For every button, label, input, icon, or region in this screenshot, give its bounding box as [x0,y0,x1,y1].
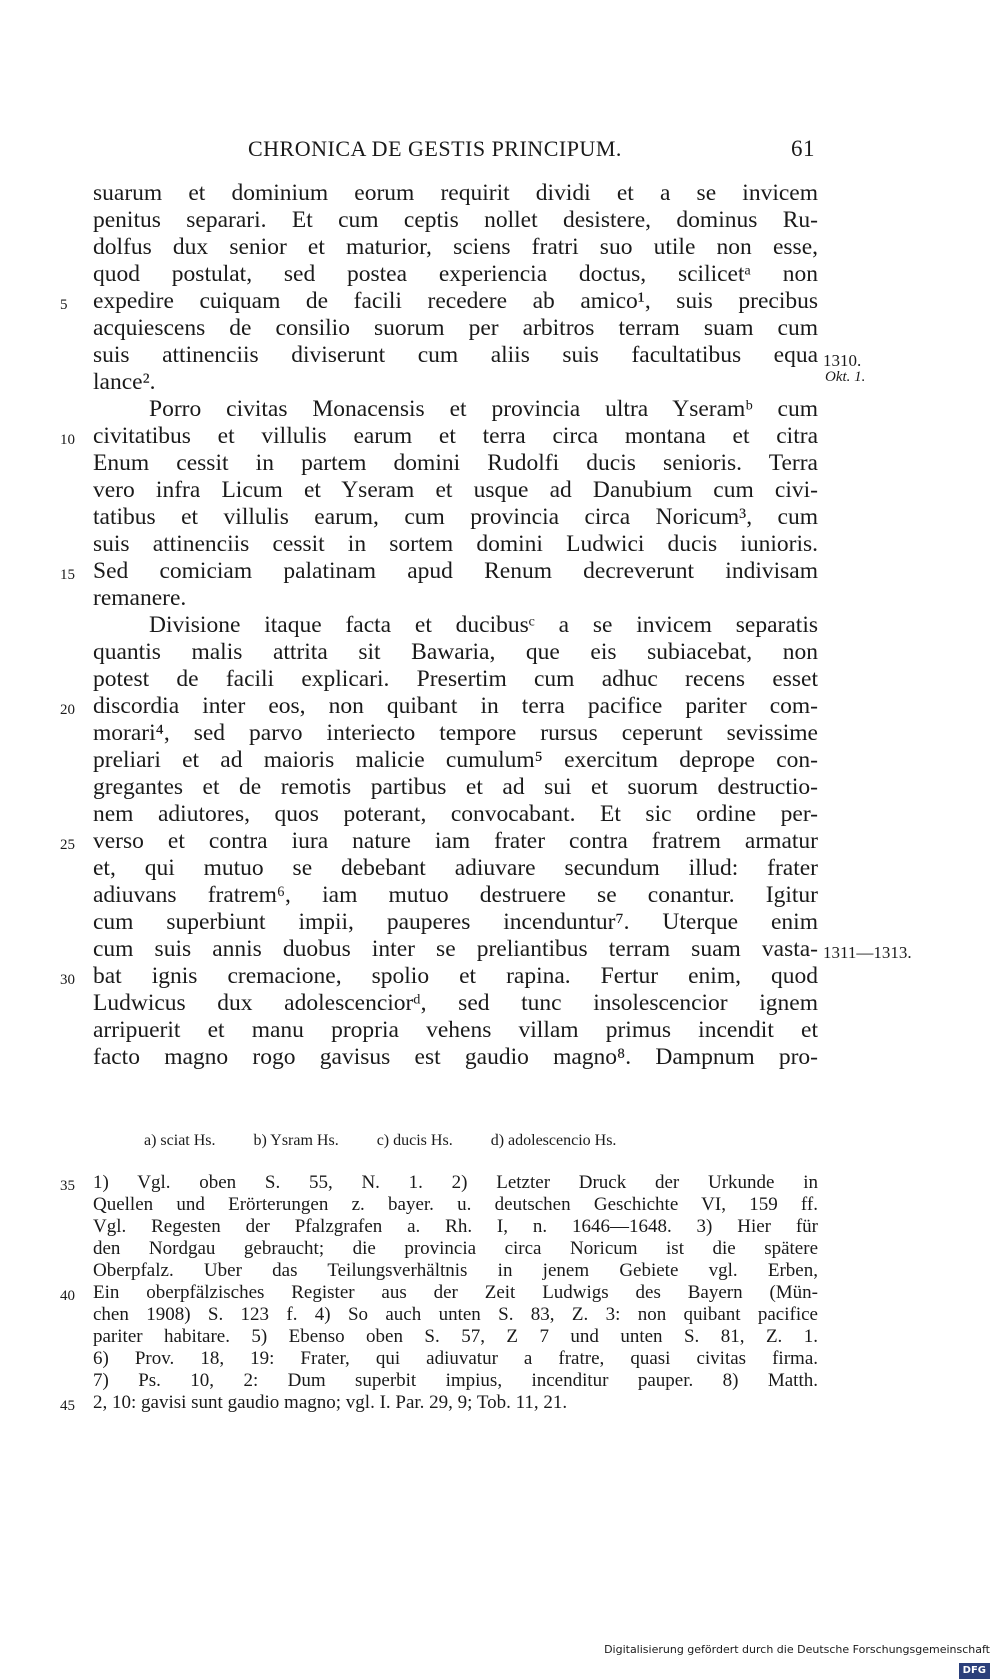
dfg-logo: DFG [959,1663,990,1679]
text-line: suis attinenciis diviserunt cum aliis suis facultatibus equa [93,342,818,368]
text-line: discordia inter eos, non quibant in terra pacifice pariter com- [93,693,818,719]
text-line: preliari et ad maioris malicie cumulum⁵ exercitum deprope con- [93,747,818,773]
footnote-line: pariter habitare. 5) Ebenso oben S. 57, Z 7 und unten S. 81, Z. 1. [93,1326,818,1347]
text-line: quod postulat, sed postea experiencia doctus, scilicetᵃ non [93,261,818,287]
text-line: civitatibus et villulis earum et terra circa montana et citra [93,423,818,449]
margin-date: Okt. 1. [825,369,866,385]
text-line: expedire cuiquam de facili recedere ab amico¹, suis precibus [93,288,818,314]
footnote-line: Ein oberpfälzisches Register aus der Zeit Ludwigs des Bayern (Mün- [93,1282,818,1303]
running-title: CHRONICA DE GESTIS PRINCIPUM. [248,136,622,161]
apparatus-note: c) ducis Hs. [376,1132,453,1149]
footnote-line: den Nordgau gebraucht; die provincia circa Noricum ist die spätere [93,1238,818,1259]
text-line: morari⁴, sed parvo interiecto tempore rursus ceperunt sevissime [93,720,818,746]
text-line: Divisione itaque facta et ducibusᶜ a se invicem separatis [149,612,818,638]
text-line: Enum cessit in partem domini Rudolfi ducis senioris. Terra [93,450,818,476]
footnote-line: 2, 10: gavisi sunt gaudio magno; vgl. I. Par. 29, 9; Tob. 11, 21. [93,1392,568,1413]
text-line: cum suis annis duobus inter se preliantibus terram suam vasta- [93,936,818,962]
line-number: 30 [60,972,75,988]
text-line: adiuvans fratrem⁶, iam mutuo destruere se conantur. Igitur [93,882,818,908]
text-line: nem adiutores, quos poterant, convocabant. Et sic ordine per- [93,801,818,827]
apparatus-note: a) sciat Hs. [144,1132,216,1149]
footnote-line: chen 1908) S. 123 f. 4) So auch unten S. 83, Z. 3: non quibant pacifice [93,1304,818,1325]
text-line: potest de facili explicari. Presertim cum adhuc recens esset [93,666,818,692]
digitization-note: Digitalisierung gefördert durch die Deutsche Forschungsgemeinschaft [604,1643,990,1656]
text-line: acquiescens de consilio suorum per arbitros terram suam cum [93,315,818,341]
page-number: 61 [791,136,815,161]
running-head [90,136,815,166]
text-line: cum superbiunt impii, pauperes incenduntur⁷. Uterque enim [93,909,818,935]
text-line: verso et contra iura nature iam frater contra fratrem armatur [93,828,818,854]
line-number: 45 [60,1398,75,1414]
text-line: dolfus dux senior et maturior, sciens fratri suo utile non esse, [93,234,818,260]
text-line: quantis malis attrita sit Bawaria, que eis subiacebat, non [93,639,818,665]
text-line: Sed comiciam palatinam apud Renum decreverunt indivisam [93,558,818,584]
text-line: facto magno rogo gavisus est gaudio magno⁸. Dampnum pro- [93,1044,818,1070]
footnote-line: 7) Ps. 10, 2: Dum superbit impius, incenditur pauper. 8) Matth. [93,1370,818,1391]
line-number: 25 [60,837,75,853]
text-line: et, qui mutuo se debebant adiuvare secundum illud: frater [93,855,818,881]
text-line: bat ignis cremacione, spolio et rapina. Fertur enim, quod [93,963,818,989]
apparatus-note: b) Ysram Hs. [253,1132,339,1149]
footnote-line: Oberpfalz. Uber das Teilungsverhältnis in jenem Gebiete vgl. Erben, [93,1260,818,1281]
footnote-line: 1) Vgl. oben S. 55, N. 1. 2) Letzter Druck der Urkunde in [93,1172,818,1193]
text-line: gregantes et de remotis partibus et ad sui et suorum destructio- [93,774,818,800]
text-line: lance². [93,369,156,395]
apparatus-note: d) adolescencio Hs. [490,1132,617,1149]
text-line: remanere. [93,585,187,611]
margin-year: 1311—1313. [823,943,912,962]
critical-apparatus [144,1132,784,1150]
text-line: Ludwicus dux adolescenciorᵈ, sed tunc insolescencior ignem [93,990,818,1016]
margin-date-note [823,944,912,961]
margin-date-note [823,352,865,386]
text-line: vero infra Licum et Yseram et usque ad Danubium cum civi- [93,477,818,503]
text-line: tatibus et villulis earum, cum provincia circa Noricum³, cum [93,504,818,530]
text-line: suarum et dominium eorum requirit dividi et a se invicem [93,180,818,206]
text-line: penitus separari. Et cum ceptis nollet desistere, dominus Ru- [93,207,818,233]
line-number: 5 [60,297,68,313]
footnote-line: Vgl. Regesten der Pfalzgrafen a. Rh. I, n. 1646—1648. 3) Hier für [93,1216,818,1237]
footnote-line: 6) Prov. 18, 19: Frater, qui adiuvatur a fratre, quasi civitas firma. [93,1348,818,1369]
line-number: 15 [60,567,75,583]
line-number: 10 [60,432,75,448]
footnote-line: Quellen und Erörterungen z. bayer. u. deutschen Geschichte VI, 159 ff. [93,1194,818,1215]
margin-year: 1310. [823,351,862,370]
line-number: 35 [60,1178,75,1194]
digitization-footer [596,1640,990,1676]
line-number: 40 [60,1288,75,1304]
text-line: arripuerit et manu propria vehens villam primus incendit et [93,1017,818,1043]
text-line: Porro civitas Monacensis et provincia ultra Yseramᵇ cum [149,396,818,422]
line-number: 20 [60,702,75,718]
text-line: suis attinenciis cessit in sortem domini Ludwici ducis iunioris. [93,531,818,557]
